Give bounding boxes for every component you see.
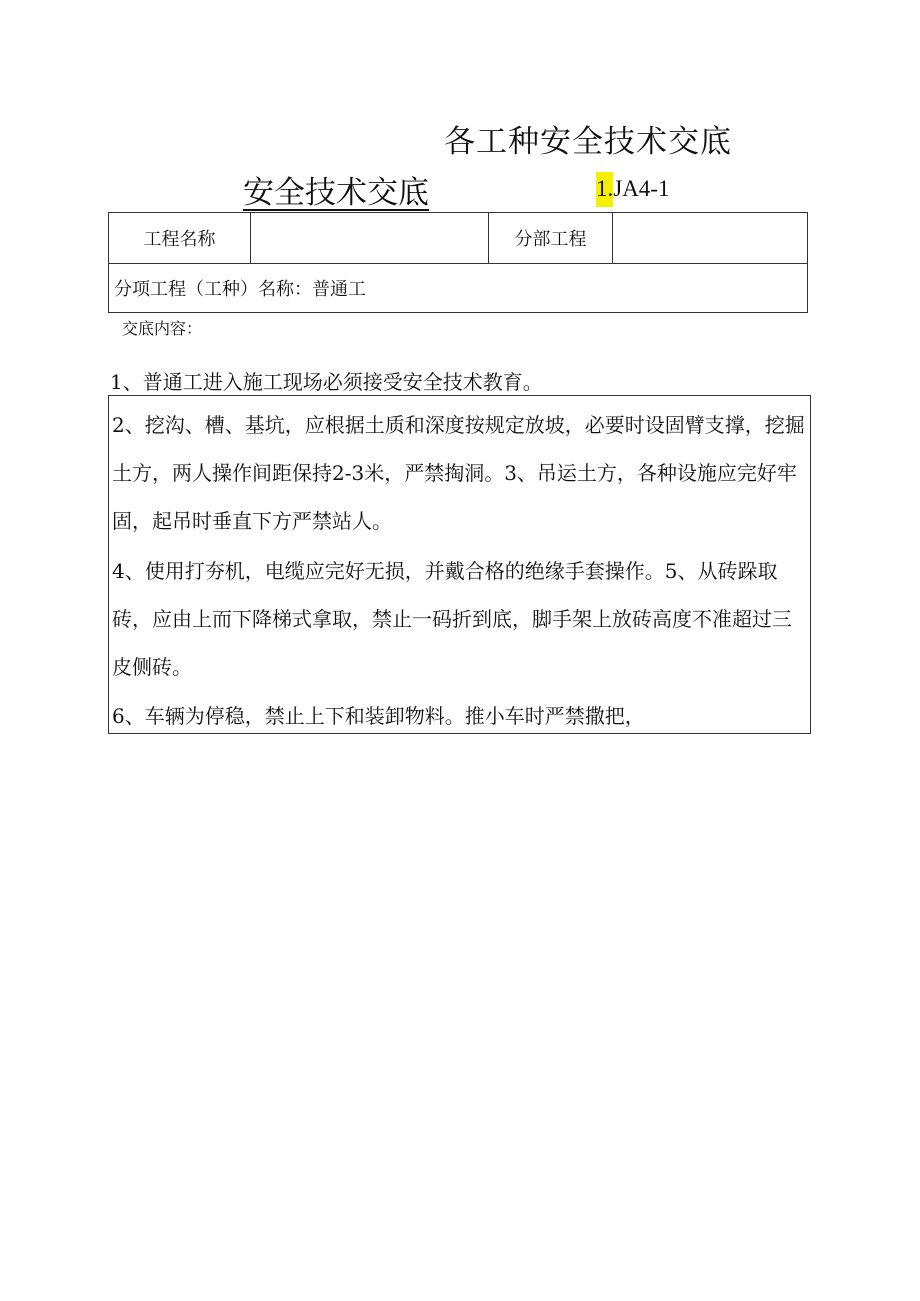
project-name-label-cell <box>108 212 251 264</box>
sub-project-label: 分部工程 <box>514 229 587 250</box>
project-name-value-cell <box>250 212 489 264</box>
content-paragraph-6: 6、车辆为停稳，禁止上下和装卸物料。推小车时严禁撒把， <box>112 704 645 728</box>
code-highlight: 1. <box>596 172 613 207</box>
content-label: 交底内容： <box>122 319 203 338</box>
form-code <box>596 176 669 202</box>
code-text: JA4-1 <box>613 176 670 201</box>
sub-project-label-cell <box>488 212 613 264</box>
form-title: 安全技术交底 <box>243 175 429 211</box>
content-paragraph-4: 4、使用打夯机，电缆应完好无损，并戴合格的绝缘手套操作。5、从砖跺取砖，应由上而下降梯式拿取，禁止一码折到底，脚手架上放砖高度不准超过三皮侧砖。 <box>112 559 792 679</box>
project-name-label: 工程名称 <box>143 229 216 250</box>
sub-project-value-cell <box>612 212 808 264</box>
item-name-row <box>108 263 808 313</box>
document-title: 各工种安全技术交底 <box>444 124 732 160</box>
content-item-1: 1、普通工进入施工现场必须接受安全技术教育。 <box>110 370 543 394</box>
item-name-text: 分项工程（工种）名称：普通工 <box>114 279 366 300</box>
content-paragraph-2: 2、挖沟、槽、基坑，应根据土质和深度按规定放坡，必要时设固臂支撑，挖掘土方，两人操作间距保持2-3米，严禁掏洞。3、吊运土方，各种设施应完好牢固，起吊时垂直下方严禁站人。 <box>112 413 805 533</box>
